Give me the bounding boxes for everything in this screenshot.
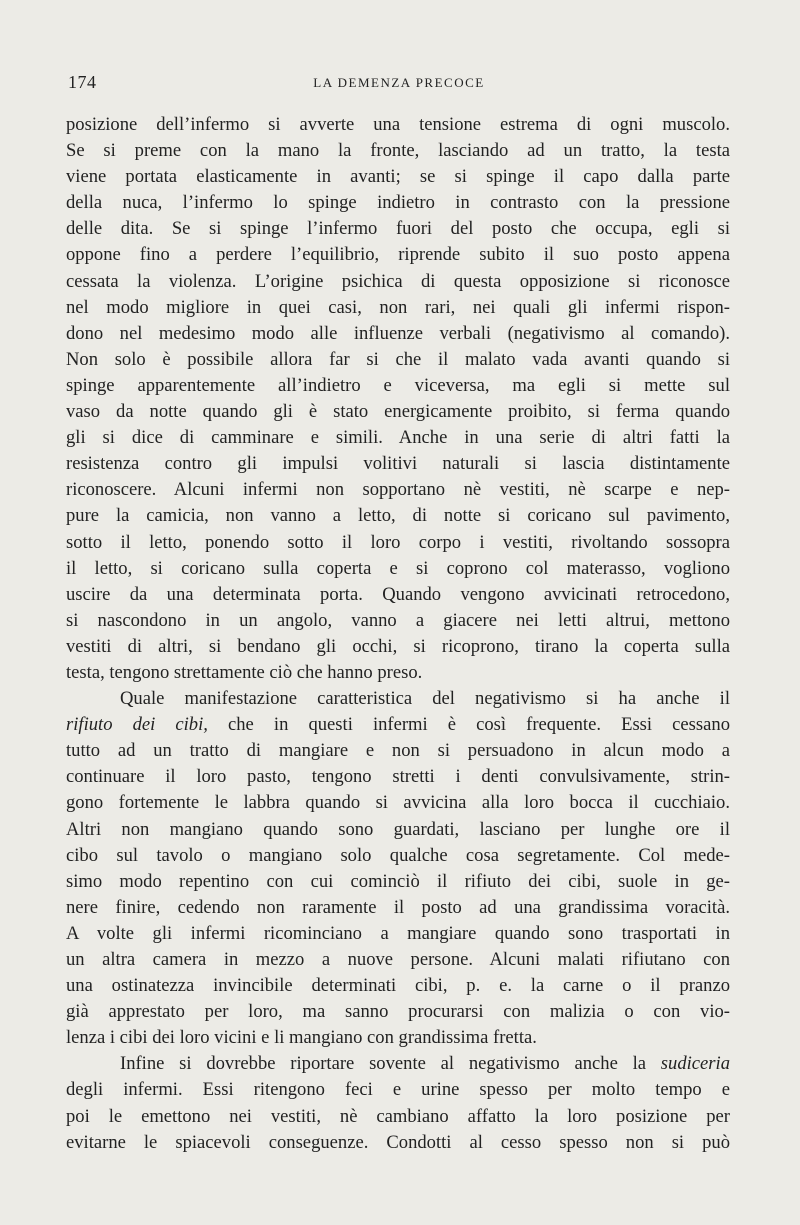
- text-line: dono nel medesimo modo alle influenze verbali (negativismo al comando).: [66, 322, 730, 344]
- paragraph: [66, 1051, 730, 1155]
- page-header: [68, 72, 730, 98]
- body-text: [66, 112, 730, 1156]
- text-line: Quale manifestazione caratteristica del negativismo si ha anche il: [120, 688, 730, 710]
- text-line: Altri non mangiano quando sono guardati, lasciano per lunghe ore il: [66, 818, 730, 840]
- text-line: della nuca, l’infermo lo spinge indietro in contrasto con la pressione: [66, 192, 730, 214]
- text-line: gono fortemente le labbra quando si avvicina alla loro bocca il cucchiaio.: [66, 792, 730, 814]
- text-line: il letto, si coricano sulla coperta e si coprono col materasso, vogliono: [66, 557, 730, 579]
- text-line: [66, 1051, 730, 1077]
- text-line: tutto ad un tratto di mangiare e non si persuadono in alcun modo a: [66, 740, 730, 762]
- text-line: gli si dice di camminare e simili. Anche in una serie di altri fatti la: [66, 427, 730, 449]
- text-line: vaso da notte quando gli è stato energicamente proibito, si ferma quando: [66, 401, 730, 423]
- text-line: testa, tengono strettamente ciò che hanno preso.: [66, 661, 423, 683]
- text-line: una ostinatezza invincibile determinati cibi, p. e. la carne o il pranzo: [66, 975, 730, 997]
- text-line: lenza i cibi dei loro vicini e li mangiano con grandissima fretta.: [66, 1027, 537, 1049]
- text-line: Non solo è possibile allora far si che il malato vada avanti quando si: [66, 348, 730, 370]
- italic-term: sudiceria: [660, 1053, 730, 1075]
- page-number: 174: [68, 72, 97, 92]
- text-line: sotto il letto, ponendo sotto il loro corpo i vestiti, rivoltando sossopra: [66, 531, 730, 553]
- text-line: delle dita. Se si spinge l’infermo fuori del posto che occupa, egli si: [66, 218, 730, 240]
- paragraph: [66, 112, 730, 686]
- text-line: evitarne le spiacevoli conseguenze. Condotti al cesso spesso non si può: [66, 1131, 730, 1153]
- text-line: Se si preme con la mano la fronte, lasciando ad un tratto, la testa: [66, 140, 730, 162]
- text-line: posizione dell’infermo si avverte una tensione estrema di ogni muscolo.: [66, 114, 730, 135]
- text-line: cessata la violenza. L’origine psichica di questa opposizione si riconosce: [66, 270, 730, 292]
- text-line: degli infermi. Essi ritengono feci e urine spesso per molto tempo e: [66, 1079, 730, 1101]
- paragraph: [66, 686, 730, 1051]
- text-line: già apprestato per loro, ma sanno procurarsi con malizia o con vio-: [66, 1001, 730, 1023]
- text-line: simo modo repentino con cui cominciò il rifiuto dei cibi, suole in ge-: [66, 870, 730, 892]
- text-line: nel modo migliore in quei casi, non rari, nei quali gli infermi rispon-: [66, 296, 730, 318]
- text-line: A volte gli infermi ricominciano a mangiare quando sono trasportati in: [66, 922, 730, 944]
- text-line: viene portata elasticamente in avanti; se si spinge il capo dalla parte: [66, 166, 730, 188]
- text-line: cibo sul tavolo o mangiano solo qualche cosa segretamente. Col mede-: [66, 844, 730, 866]
- text-line: oppone fino a perdere l’equilibrio, riprende subito il suo posto appena: [66, 244, 730, 266]
- running-head: LA DEMENZA PRECOCE: [313, 75, 485, 90]
- text-line: spinge apparentemente all’indietro e viceversa, ma egli si mette sul: [66, 374, 730, 396]
- text-segment: che in questi infermi è così frequente. Essi cessano: [207, 714, 730, 736]
- text-line: pure la camicia, non vanno a letto, di notte si coricano sul pavimento,: [66, 505, 730, 527]
- italic-term: rifiuto dei cibi,: [66, 714, 208, 736]
- text-line: nere finire, cedendo non raramente il posto ad una grandissima voracità.: [66, 896, 730, 918]
- text-line: vestiti di altri, si bendano gli occhi, si ricoprono, tirano la coperta sulla: [66, 635, 730, 657]
- text-line: si nascondono in un angolo, vanno a giacere nei letti altrui, mettono: [66, 609, 730, 631]
- text-line: [66, 712, 730, 738]
- text-line: resistenza contro gli impulsi volitivi naturali si lascia distintamente: [66, 453, 730, 475]
- text-line: un altra camera in mezzo a nuove persone. Alcuni malati rifiutano con: [66, 949, 730, 970]
- text-segment: Infine si dovrebbe riportare sovente al negativismo anche la: [120, 1053, 661, 1075]
- text-line: riconoscere. Alcuni infermi non sopportano nè vestiti, nè scarpe e nep-: [66, 479, 730, 501]
- text-line: uscire da una determinata porta. Quando vengono avvicinati retrocedono,: [66, 583, 730, 605]
- text-line: poi le emettono nei vestiti, nè cambiano affatto la loro posizione per: [66, 1105, 730, 1127]
- text-line: continuare il loro pasto, tengono stretti i denti convulsivamente, strin-: [66, 766, 730, 788]
